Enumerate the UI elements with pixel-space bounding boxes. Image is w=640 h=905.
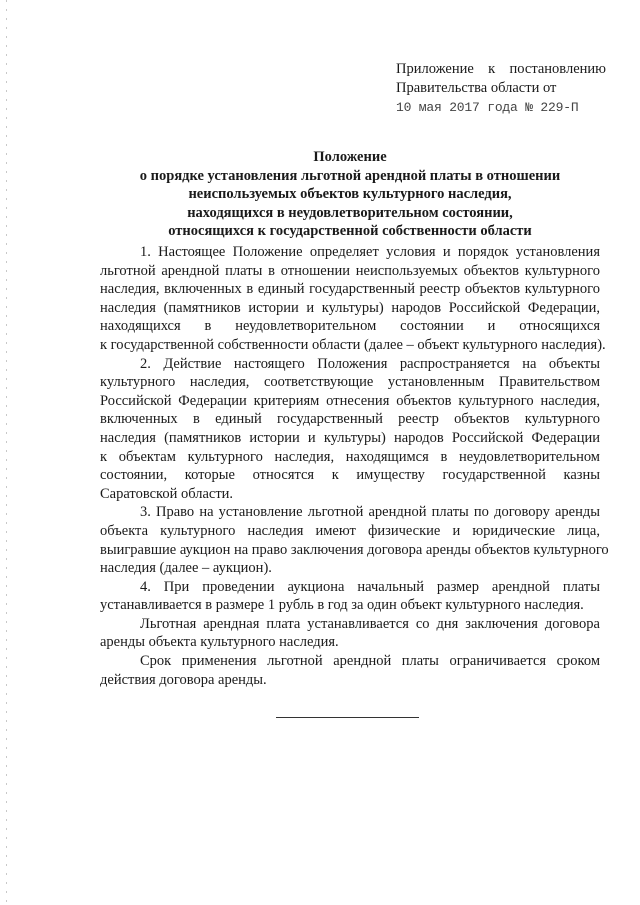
paragraph-line: аренды объекта культурного наследия. — [100, 634, 339, 651]
title-line-4: находящихся в неудовлетворительном состоянии, — [187, 204, 513, 221]
title-line-5: относящихся к государственной собственности области — [168, 223, 532, 239]
document-body — [100, 243, 609, 689]
paragraph-6 — [100, 652, 600, 689]
paragraph-line: действия договора аренды. — [100, 671, 267, 688]
paragraph-line: выигравшие аукцион на право заключения договора аренды объектов культурного — [100, 541, 609, 558]
title-line-1: Положение — [313, 149, 387, 165]
title-line-2: о порядке установления льготной арендной платы в отношении — [139, 167, 561, 184]
paragraph-line: наследия (далее – аукцион). — [100, 560, 272, 577]
paragraph-line: Саратовской области. — [100, 485, 234, 502]
paragraph-line: культурного наследия, соответствующие установленным Правительством — [100, 374, 600, 391]
paragraph-3 — [100, 503, 609, 577]
paragraph-1 — [100, 243, 606, 355]
paragraph-2 — [100, 355, 600, 504]
closing-separator-line — [276, 717, 419, 718]
paragraph-line: включенных в единый государственный реестр объектов культурного — [100, 411, 600, 428]
paragraph-line: к государственной собственности области (далее – объект культурного наследия). — [100, 336, 606, 353]
paragraph-line: Срок применения льготной арендной платы ограничивается сроком — [140, 653, 600, 670]
appendix-line-2: Правительства области от — [396, 80, 557, 96]
title-line-3: неиспользуемых объектов культурного наследия, — [188, 186, 512, 202]
paragraph-line: 1. Настоящее Положение определяет условия и порядок установления — [140, 244, 600, 260]
paragraph-line: льготной арендной платы в отношении неиспользуемых объектов культурного — [100, 262, 600, 279]
document-title — [100, 148, 600, 241]
paragraph-line: Льготная арендная плата устанавливается со дня заключения договора — [140, 615, 600, 632]
paragraph-line: объекта культурного наследия имеют физические и юридические лица, — [100, 522, 600, 539]
paragraph-line: наследия (памятников истории и культуры) народов Российской Федерации — [100, 429, 600, 446]
appendix-date-line: 10 мая 2017 года № 229-П — [396, 100, 579, 115]
paragraph-line: состоянии, которые относятся к имуществу государственной казны — [100, 467, 600, 484]
paragraph-line: наследия, включенных в единый государственный реестр объектов культурного — [100, 281, 600, 298]
paragraph-line: к объектам культурного наследия, находящимся в неудовлетворительном — [100, 448, 600, 465]
paragraph-line: 4. При проведении аукциона начальный размер арендной платы — [140, 578, 600, 595]
paragraph-5 — [100, 615, 600, 652]
paragraph-4 — [100, 578, 600, 615]
paragraph-line: устанавливается в размере 1 рубль в год за один объект культурного наследия. — [100, 597, 584, 614]
paragraph-line: Российской Федерации критериям отнесения объектов культурного наследия, — [100, 392, 600, 409]
paragraph-line: 3. Право на установление льготной арендной платы по договору аренды — [140, 504, 600, 521]
paragraph-line: 2. Действие настоящего Положения распространяется на объекты — [140, 355, 600, 372]
appendix-line-1: Приложение к постановлению — [396, 61, 606, 77]
paragraph-line: наследия (памятников истории и культуры) народов Российской Федерации, — [100, 299, 600, 316]
appendix-header — [396, 60, 606, 117]
paragraph-line: находящихся в неудовлетворительном состоянии и относящихся — [100, 318, 600, 335]
scan-edge-marks — [6, 0, 7, 905]
